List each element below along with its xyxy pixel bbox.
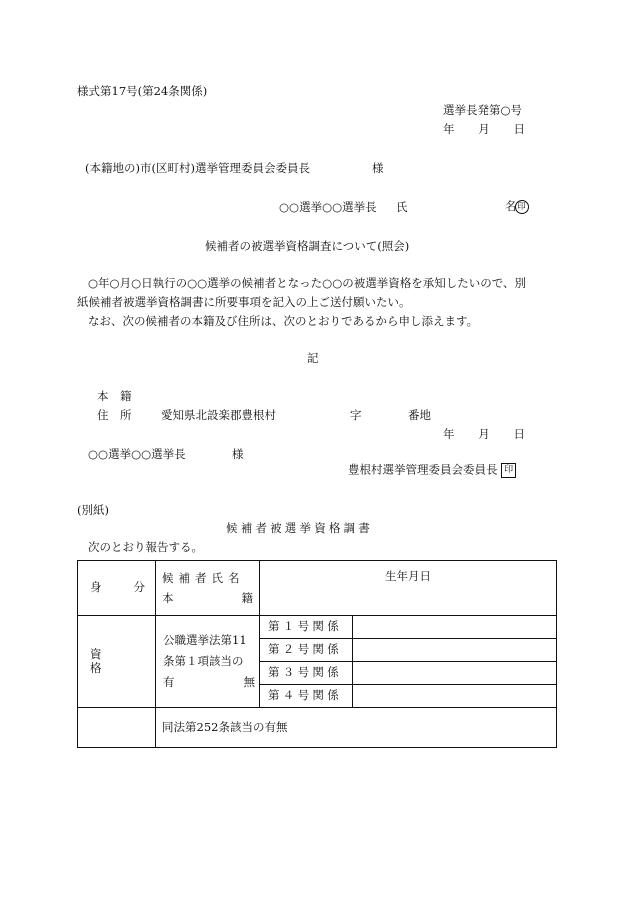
attachment-label: (別紙) xyxy=(77,503,109,517)
body-line-1: ○年○月○日執行の○○選挙の候補者となった○○の被選挙資格を承知したいので、別 xyxy=(88,276,527,290)
article252-label: 同法第252条該当の有無 xyxy=(162,719,288,734)
reply-date-month: 月 xyxy=(478,427,490,441)
banchi-label: 番地 xyxy=(408,408,431,422)
qualification-cell xyxy=(78,616,156,708)
relation-3-label: 第３号関係 xyxy=(268,665,342,680)
table-honseki-label: 本 xyxy=(162,591,174,605)
article252-spacer xyxy=(78,708,156,748)
relation-4-cell xyxy=(260,685,353,708)
relation-2-value xyxy=(353,639,557,662)
address-label: 住 所 xyxy=(97,408,132,422)
body-line-3: なお、次の候補者の本籍及び住所は、次のとおりであるから申し添えます。 xyxy=(88,314,479,328)
aza-label: 字 xyxy=(350,408,362,422)
reply-sender-name: 豊根村選挙管理委員会委員長 xyxy=(348,462,498,477)
relation-1-value xyxy=(353,616,557,639)
addressee-honorific: 様 xyxy=(372,161,384,175)
sender-name-label: 氏 xyxy=(396,200,408,214)
qualification-label: 資格 xyxy=(90,646,128,675)
relation-3-value xyxy=(353,662,557,685)
relation-2-cell xyxy=(260,639,353,662)
date-day: 日 xyxy=(513,122,525,136)
law-line-3-a: 有 xyxy=(163,675,175,689)
reply-honorific: 様 xyxy=(232,447,244,461)
law-line-3 xyxy=(163,672,255,693)
date-month: 月 xyxy=(478,122,490,136)
table-row xyxy=(78,561,557,616)
birthdate-label: 生年月日 xyxy=(385,569,431,583)
honseki-row xyxy=(162,588,253,608)
relation-1-label: 第１号関係 xyxy=(268,619,342,634)
honseki-label: 本 籍 xyxy=(97,389,132,403)
seal-box-icon: 印 xyxy=(501,463,516,478)
relation-3-cell xyxy=(260,662,353,685)
form-number: 様式第17号(第24条関係) xyxy=(77,84,208,98)
qualification-table xyxy=(77,560,557,748)
relation-2-label: 第２号関係 xyxy=(268,642,342,657)
seal-circle-icon: 印 xyxy=(515,200,529,214)
law-line-2: 条第１項該当の xyxy=(163,654,244,668)
law-cell xyxy=(156,616,260,708)
address-value: 愛知県北設楽郡豊根村 xyxy=(161,408,276,422)
table-honseki-label-second-char: 籍 xyxy=(241,591,253,605)
relation-4-value xyxy=(353,685,557,708)
reply-sender xyxy=(348,463,516,478)
sender-name-seal xyxy=(505,200,529,214)
birthdate-cell xyxy=(260,561,557,616)
addressee-name: (本籍地の)市(区町村)選挙管理委員会委員長 xyxy=(85,161,310,175)
reply-date-day: 日 xyxy=(513,427,525,441)
status-cell xyxy=(78,561,156,616)
article252-cell xyxy=(156,708,557,748)
survey-title: 候補者被選挙資格調書 xyxy=(226,521,373,535)
law-line-3-b: 無 xyxy=(243,675,255,689)
relation-1-cell xyxy=(260,616,353,639)
report-text: 次のとおり報告する。 xyxy=(88,540,203,554)
date-year: 年 xyxy=(443,122,455,136)
date-line xyxy=(443,123,525,137)
law-line-1: 公職選挙法第11 xyxy=(163,633,247,647)
reply-date-year: 年 xyxy=(443,427,455,441)
relation-4-label: 第４号関係 xyxy=(268,688,342,703)
table-row xyxy=(78,616,557,639)
sender-title: ○○選挙○○選挙長 xyxy=(279,200,377,214)
status-label-second-char: 分 xyxy=(133,580,145,595)
table-row xyxy=(78,708,557,748)
reply-addressee: ○○選挙○○選挙長 xyxy=(88,447,186,461)
inquiry-title: 候補者の被選挙資格調査について(照会) xyxy=(205,239,410,253)
ki-heading: 記 xyxy=(307,351,319,365)
name-honseki-cell xyxy=(156,561,260,616)
reply-date-line xyxy=(443,428,525,442)
status-label: 身 xyxy=(90,580,102,595)
candidate-name-label: 候補者氏名 xyxy=(162,571,245,585)
document-number: 選挙長発第○号 xyxy=(443,103,523,117)
sender-name-label-2: 名 xyxy=(505,199,517,213)
body-line-2: 紙候補者被選挙資格調書に所要事項を記入の上ご送付願いたい。 xyxy=(77,295,411,309)
